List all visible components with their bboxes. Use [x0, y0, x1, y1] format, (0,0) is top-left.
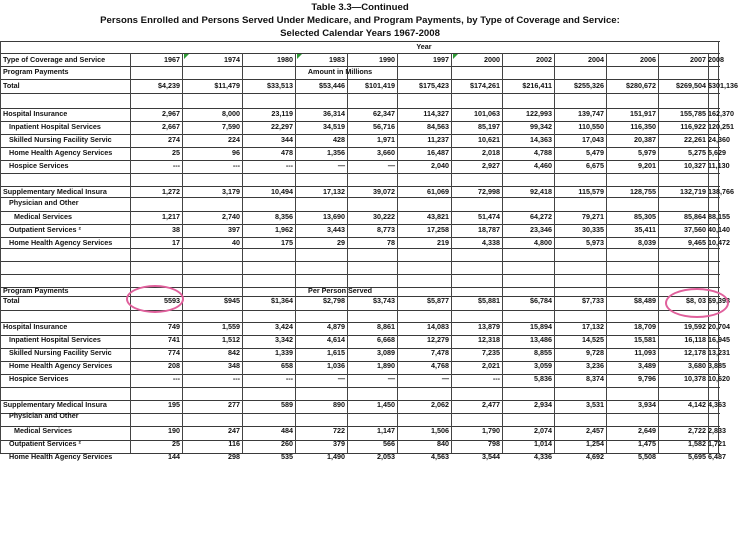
- table-cell: $174,261: [470, 81, 500, 90]
- table-cell: 79,271: [582, 212, 604, 221]
- row-label: Supplementary Medical Insura: [3, 400, 107, 409]
- row-label: Inpatient Hospital Services: [9, 122, 101, 131]
- table-cell: 110,550: [578, 122, 604, 131]
- table-cell: 5593: [164, 296, 180, 305]
- table-cell: 17,132: [582, 322, 604, 331]
- table-cell: 116,922: [680, 122, 706, 131]
- column-rule: [718, 41, 719, 453]
- table-cell: 30,335: [582, 225, 604, 234]
- table-cell: 2,833: [708, 426, 726, 435]
- table-cell: 3,544: [482, 452, 500, 461]
- table-cell: 5,275: [688, 148, 706, 157]
- table-cell: 78: [387, 238, 395, 247]
- table-cell: ---: [492, 374, 500, 383]
- table-cell: 116,350: [630, 122, 656, 131]
- table-cell: 2,021: [482, 361, 500, 370]
- table-cell: 8,374: [586, 374, 604, 383]
- table-cell: 1,512: [222, 335, 240, 344]
- table-cell: 589: [281, 400, 293, 409]
- table-cell: 260: [281, 439, 293, 448]
- table-cell: 23,119: [271, 109, 293, 118]
- row-label: Hospice Services: [9, 161, 69, 170]
- highlight-oval-1967: [126, 285, 184, 313]
- table-cell: 741: [168, 335, 180, 344]
- table-cell: 3,424: [275, 322, 293, 331]
- table-cell: 190: [168, 426, 180, 435]
- table-cell: 10,378: [684, 374, 706, 383]
- year-header: 1997: [433, 55, 449, 64]
- row-label: Hospital Insurance: [3, 322, 68, 331]
- table-cell: $945: [224, 296, 240, 305]
- table-cell: 5,479: [586, 148, 604, 157]
- table-cell: 4,363: [708, 400, 726, 409]
- table-cell: 139,747: [578, 109, 604, 118]
- table-cell: $33,513: [267, 81, 293, 90]
- table-cell: 10,621: [478, 135, 500, 144]
- table-cell: 1,272: [162, 187, 180, 196]
- row-label: Physician and Other: [9, 198, 79, 207]
- table-cell: 298: [228, 452, 240, 461]
- table-cell: 22,261: [684, 135, 706, 144]
- table-cell: 6,668: [377, 335, 395, 344]
- table-cell: 8,039: [638, 238, 656, 247]
- row-label: Home Health Agency Services: [9, 361, 113, 370]
- table-cell: $5,881: [478, 296, 500, 305]
- table-cell: 3,342: [275, 335, 293, 344]
- table-cell: 3,885: [708, 361, 726, 370]
- table-cell: 1,971: [377, 135, 395, 144]
- table-cell: ---: [172, 161, 180, 170]
- table-cell: 5,973: [586, 238, 604, 247]
- table-cell: 37,560: [684, 225, 706, 234]
- table-cell: 5,629: [708, 148, 726, 157]
- table-cell: 8,855: [534, 348, 552, 357]
- table-cell: —: [337, 374, 345, 383]
- table-cell: 20,387: [634, 135, 656, 144]
- table-cell: 101,063: [474, 109, 500, 118]
- section1-title: Program Payments: [3, 67, 69, 76]
- table-cell: 6,487: [708, 452, 726, 461]
- table-cell: 1,475: [638, 439, 656, 448]
- type-coverage-label: Type of Coverage and Service: [3, 55, 106, 64]
- table-cell: 722: [333, 426, 345, 435]
- table-title: Table 3.3—Continued: [311, 2, 409, 13]
- table-cell: 85,864: [684, 212, 706, 221]
- table-cell: 3,680: [688, 361, 706, 370]
- row-label: Hospice Services: [9, 374, 69, 383]
- table-cell: 1,506: [431, 426, 449, 435]
- table-cell: 749: [168, 322, 180, 331]
- table-cell: 1,721: [708, 439, 726, 448]
- table-cell: 3,236: [586, 361, 604, 370]
- table-cell: 1,790: [482, 426, 500, 435]
- year-header: 1983: [329, 55, 345, 64]
- table-cell: 14,363: [530, 135, 552, 144]
- table-cell: 88,155: [708, 212, 730, 221]
- table-cell: 4,692: [586, 452, 604, 461]
- table-cell: 3,443: [327, 225, 345, 234]
- table-cell: 13,879: [478, 322, 500, 331]
- table-cell: 24,360: [708, 135, 730, 144]
- table-cell: ---: [285, 374, 293, 383]
- table-cell: 5,836: [534, 374, 552, 383]
- table-cell: 12,318: [478, 335, 500, 344]
- table-cell: $9,393: [708, 296, 730, 305]
- table-cell: 1,014: [534, 439, 552, 448]
- table-cell: 2,040: [431, 161, 449, 170]
- table-cell: 2,062: [431, 400, 449, 409]
- row-rule: [0, 93, 720, 94]
- table-cell: 56,716: [373, 122, 395, 131]
- table-cell: 18,709: [634, 322, 656, 331]
- table-cell: 484: [281, 426, 293, 435]
- row-label: Home Health Agency Services: [9, 238, 113, 247]
- table-cell: 274: [168, 135, 180, 144]
- table-cell: 34,519: [323, 122, 345, 131]
- row-rule: [0, 261, 720, 262]
- table-cell: 10,494: [271, 187, 293, 196]
- table-cell: 2,074: [534, 426, 552, 435]
- table-cell: $255,326: [574, 81, 604, 90]
- table-cell: 219: [437, 238, 449, 247]
- table-cell: $5,877: [427, 296, 449, 305]
- year-header: 1980: [277, 55, 293, 64]
- table-cell: 247: [228, 426, 240, 435]
- table-cell: 1,582: [688, 439, 706, 448]
- column-rule: [0, 41, 1, 453]
- table-cell: 11,237: [427, 135, 449, 144]
- table-cell: 840: [437, 439, 449, 448]
- table-cell: $8, 03: [686, 296, 706, 305]
- row-rule: [0, 310, 720, 311]
- table-cell: $1,364: [271, 296, 293, 305]
- table-cell: 7,235: [482, 348, 500, 357]
- table-cell: 61,069: [427, 187, 449, 196]
- table-cell: 2,967: [162, 109, 180, 118]
- row-label: Medical Services: [14, 426, 72, 435]
- table-cell: 114,327: [423, 109, 449, 118]
- table-cell: 38: [172, 225, 180, 234]
- table-cell: 151,917: [630, 109, 656, 118]
- table-cell: 64,272: [530, 212, 552, 221]
- table-cell: 138,766: [708, 187, 734, 196]
- table-cell: 890: [333, 400, 345, 409]
- table-cell: $101,419: [365, 81, 395, 90]
- table-cell: 7,478: [431, 348, 449, 357]
- table-cell: 1,217: [162, 212, 180, 221]
- table-cell: 566: [383, 439, 395, 448]
- table-cell: 1,147: [377, 426, 395, 435]
- table-cell: 4,768: [431, 361, 449, 370]
- table-cell: 14,525: [582, 335, 604, 344]
- table-cell: 116: [228, 439, 240, 448]
- table-cell: 9,796: [638, 374, 656, 383]
- table-cell: 30,222: [373, 212, 395, 221]
- year-header: 2006: [640, 55, 656, 64]
- year-header: 2000: [484, 55, 500, 64]
- table-cell: 16,945: [708, 335, 730, 344]
- table-cell: 40: [232, 238, 240, 247]
- table-cell: 155,785: [680, 109, 706, 118]
- table-years-subtitle: Selected Calendar Years 1967-2008: [280, 28, 440, 39]
- table-cell: 348: [228, 361, 240, 370]
- row-rule: [0, 248, 720, 249]
- table-cell: 2,053: [377, 452, 395, 461]
- table-cell: 195: [168, 400, 180, 409]
- table-cell: ---: [172, 374, 180, 383]
- table-cell: 1,962: [275, 225, 293, 234]
- row-rule: [0, 274, 720, 275]
- table-cell: $7,733: [582, 296, 604, 305]
- table-cell: 798: [488, 439, 500, 448]
- section2-unit: Per Person Served: [308, 286, 372, 295]
- table-cell: 175: [281, 238, 293, 247]
- table-cell: 13,231: [708, 348, 730, 357]
- table-cell: 17: [172, 238, 180, 247]
- table-cell: 277: [228, 400, 240, 409]
- table-cell: 3,489: [638, 361, 656, 370]
- row-label: Total: [3, 296, 20, 305]
- table-cell: 428: [333, 135, 345, 144]
- table-cell: 1,356: [327, 148, 345, 157]
- table-cell: 5,979: [638, 148, 656, 157]
- table-cell: 9,201: [638, 161, 656, 170]
- table-cell: 2,927: [482, 161, 500, 170]
- table-cell: 1,254: [586, 439, 604, 448]
- table-cell: $8,489: [634, 296, 656, 305]
- table-cell: 4,142: [688, 400, 706, 409]
- table-cell: 39,072: [373, 187, 395, 196]
- table-cell: 379: [333, 439, 345, 448]
- table-cell: $11,479: [214, 81, 240, 90]
- table-cell: 1,890: [377, 361, 395, 370]
- year-header: 2004: [588, 55, 604, 64]
- year-header: 1967: [164, 55, 180, 64]
- row-label: Physician and Other: [9, 411, 79, 420]
- table-cell: 22,297: [271, 122, 293, 131]
- table-cell: 478: [281, 148, 293, 157]
- table-cell: 162,370: [708, 109, 734, 118]
- table-cell: 3,531: [586, 400, 604, 409]
- table-cell: 18,787: [478, 225, 500, 234]
- table-cell: 144: [168, 452, 180, 461]
- table-cell: 2,740: [222, 212, 240, 221]
- table-cell: 3,179: [222, 187, 240, 196]
- row-label: Outpatient Services ²: [9, 225, 81, 234]
- table-cell: —: [337, 161, 345, 170]
- highlight-oval-2008: [665, 288, 729, 318]
- table-cell: 2,722: [688, 426, 706, 435]
- table-cell: 51,474: [478, 212, 500, 221]
- table-cell: 4,788: [534, 148, 552, 157]
- table-cell: —: [387, 161, 395, 170]
- table-cell: ---: [232, 161, 240, 170]
- table-cell: ---: [232, 374, 240, 383]
- table-cell: 35,411: [634, 225, 656, 234]
- row-label: Inpatient Hospital Services: [9, 335, 101, 344]
- cell-indicator-icon: [184, 54, 189, 59]
- table-cell: 3,934: [638, 400, 656, 409]
- table-cell: 774: [168, 348, 180, 357]
- table-cell: 4,879: [327, 322, 345, 331]
- table-cell: 11,130: [708, 161, 730, 170]
- table-cell: 36,314: [323, 109, 345, 118]
- year-label: Year: [416, 42, 432, 51]
- table-cell: 17,043: [582, 135, 604, 144]
- table-cell: 1,450: [377, 400, 395, 409]
- table-cell: 115,579: [578, 187, 604, 196]
- row-rule: [0, 79, 720, 80]
- table-cell: 3,660: [377, 148, 395, 157]
- table-cell: 13,486: [530, 335, 552, 344]
- table-cell: $2,798: [323, 296, 345, 305]
- table-cell: 1,615: [327, 348, 345, 357]
- table-cell: 17,132: [323, 187, 345, 196]
- table-cell: 10,327: [684, 161, 706, 170]
- table-cell: 8,000: [222, 109, 240, 118]
- table-cell: 1,559: [222, 322, 240, 331]
- table-cell: $53,446: [319, 81, 345, 90]
- row-label: Skilled Nursing Facility Servic: [9, 135, 112, 144]
- table-cell: $269,504: [676, 81, 706, 90]
- table-cell: 84,563: [427, 122, 449, 131]
- row-label: Home Health Agency Services: [9, 148, 113, 157]
- table-cell: 85,305: [634, 212, 656, 221]
- row-rule: [0, 173, 720, 174]
- table-cell: 12,279: [427, 335, 449, 344]
- table-cell: 2,667: [162, 122, 180, 131]
- table-cell: $280,672: [626, 81, 656, 90]
- table-cell: 7,590: [222, 122, 240, 131]
- table-cell: 12,178: [684, 348, 706, 357]
- table-cell: 6,675: [586, 161, 604, 170]
- cell-indicator-icon: [297, 54, 302, 59]
- section1-unit: Amount in Millions: [307, 67, 373, 76]
- table-cell: 535: [281, 452, 293, 461]
- table-cell: 15,581: [634, 335, 656, 344]
- table-cell: 128,755: [630, 187, 656, 196]
- table-cell: 9,465: [688, 238, 706, 247]
- table-cell: 224: [228, 135, 240, 144]
- row-label: Hospital Insurance: [3, 109, 68, 118]
- table-cell: 11,093: [634, 348, 656, 357]
- year-header: 1974: [224, 55, 240, 64]
- row-rule: [0, 53, 720, 54]
- table-cell: 842: [228, 348, 240, 357]
- table-cell: 14,083: [427, 322, 449, 331]
- table-cell: $216,411: [522, 81, 552, 90]
- table-cell: 2,457: [586, 426, 604, 435]
- row-label: Outpatient Services ²: [9, 439, 81, 448]
- table-cell: 2,649: [638, 426, 656, 435]
- table-cell: 43,821: [427, 212, 449, 221]
- year-header: 2002: [536, 55, 552, 64]
- table-cell: 208: [168, 361, 180, 370]
- year-header: 2008: [708, 55, 724, 64]
- table-cell: 62,347: [373, 109, 395, 118]
- table-cell: 85,197: [478, 122, 500, 131]
- row-label: Total: [3, 81, 20, 90]
- year-header: 2007: [690, 55, 706, 64]
- table-cell: 4,460: [534, 161, 552, 170]
- table-cell: —: [387, 374, 395, 383]
- row-label: Skilled Nursing Facility Servic: [9, 348, 112, 357]
- table-cell: 40,140: [708, 225, 730, 234]
- table-cell: 5,508: [638, 452, 656, 461]
- table-cell: 122,993: [526, 109, 552, 118]
- table-cell: $301,136: [708, 81, 738, 90]
- table-cell: 2,018: [482, 148, 500, 157]
- table-cell: 8,356: [275, 212, 293, 221]
- table-cell: 99,342: [530, 122, 552, 131]
- table-cell: 397: [228, 225, 240, 234]
- table-cell: 19,592: [684, 322, 706, 331]
- table-cell: $4,239: [158, 81, 180, 90]
- table-cell: 1,339: [275, 348, 293, 357]
- table-cell: 13,690: [323, 212, 345, 221]
- section2-title: Program Payments: [3, 286, 69, 295]
- table-cell: $6,784: [530, 296, 552, 305]
- table-cell: 16,487: [427, 148, 449, 157]
- table-cell: 9,728: [586, 348, 604, 357]
- table-cell: 8,773: [377, 225, 395, 234]
- table-cell: 16,118: [684, 335, 706, 344]
- table-subtitle: Persons Enrolled and Persons Served Under Medicare, and Program Payments, by Type of Coverage and Service:: [100, 15, 620, 26]
- table-cell: 4,800: [534, 238, 552, 247]
- table-cell: ---: [285, 161, 293, 170]
- table-cell: 3,059: [534, 361, 552, 370]
- cell-indicator-icon: [453, 54, 458, 59]
- row-label: Supplementary Medical Insura: [3, 187, 107, 196]
- row-label: Medical Services: [14, 212, 72, 221]
- table-cell: 29: [337, 238, 345, 247]
- table-cell: 10,472: [708, 238, 730, 247]
- table-cell: 20,704: [708, 322, 730, 331]
- table-cell: 658: [281, 361, 293, 370]
- table-cell: 344: [281, 135, 293, 144]
- table-cell: 4,336: [534, 452, 552, 461]
- table-cell: 5,695: [688, 452, 706, 461]
- table-cell: 96: [232, 148, 240, 157]
- table-cell: 25: [172, 439, 180, 448]
- table-cell: 132,719: [680, 187, 706, 196]
- table-cell: 4,338: [482, 238, 500, 247]
- table-cell: 17,258: [427, 225, 449, 234]
- table-cell: 92,418: [530, 187, 552, 196]
- table-cell: 15,894: [530, 322, 552, 331]
- table-cell: 72,998: [478, 187, 500, 196]
- table-cell: 4,563: [431, 452, 449, 461]
- table-cell: 23,346: [530, 225, 552, 234]
- table-cell: 4,614: [327, 335, 345, 344]
- table-cell: 1,036: [327, 361, 345, 370]
- table-cell: 8,861: [377, 322, 395, 331]
- table-cell: $175,423: [419, 81, 449, 90]
- row-rule: [0, 387, 720, 388]
- table-cell: 120,251: [708, 122, 734, 131]
- table-cell: 3,089: [377, 348, 395, 357]
- table-cell: 25: [172, 148, 180, 157]
- table-cell: $3,743: [373, 296, 395, 305]
- table-cell: 2,477: [482, 400, 500, 409]
- row-label: Home Health Agency Services: [9, 452, 113, 461]
- table-cell: 10,620: [708, 374, 730, 383]
- table-cell: 2,934: [534, 400, 552, 409]
- table-cell: 1,490: [327, 452, 345, 461]
- year-header: 1990: [379, 55, 395, 64]
- table-cell: —: [441, 374, 449, 383]
